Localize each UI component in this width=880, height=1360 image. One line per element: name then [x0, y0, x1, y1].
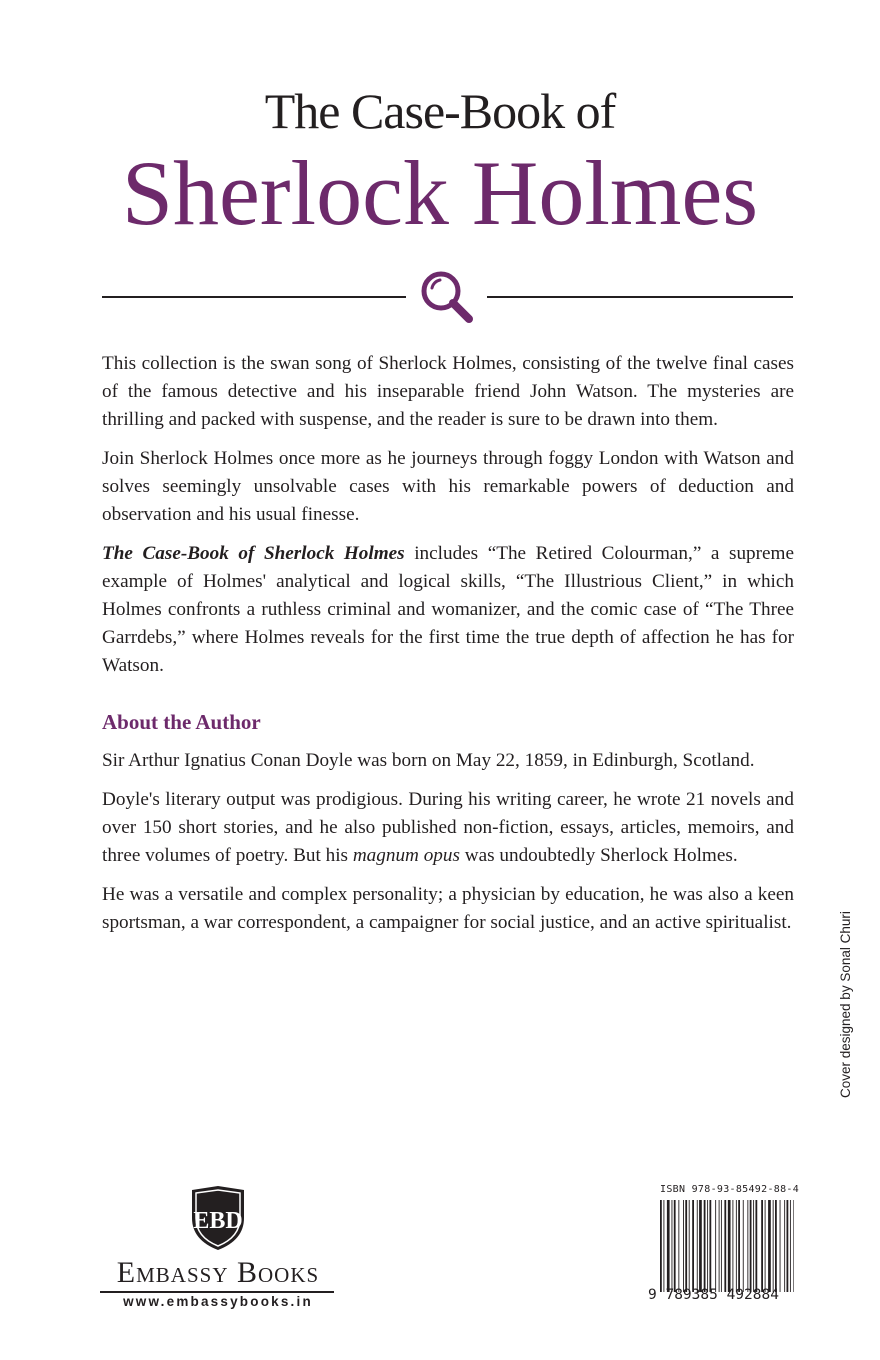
isbn-barcode: [648, 1184, 800, 1310]
description-paragraph-2: Join Sherlock Holmes once more as he journeys through foggy London with Watson and solves seemingly unsolvable cases with his remarkable powers of deduction and observation and his usual finesse.: [102, 448, 794, 525]
barcode-bar: [780, 1200, 781, 1292]
cover-designer-credit: Cover designed by Sonal Churi: [838, 911, 853, 1098]
description-paragraph-3: [102, 540, 794, 680]
barcode-bar: [709, 1200, 711, 1292]
barcode-bar: [683, 1200, 684, 1292]
barcode-bar: [732, 1200, 733, 1292]
barcode-bar: [692, 1200, 694, 1292]
barcode-digits: 9 789385 492884: [648, 1287, 779, 1303]
title-top: The Case-Book of: [264, 83, 616, 139]
barcode-bar: [793, 1200, 794, 1292]
barcode-bar: [715, 1200, 716, 1292]
title-main: Sherlock Holmes: [121, 142, 759, 244]
barcode-bar: [753, 1200, 754, 1292]
barcode-bar: [755, 1200, 757, 1292]
barcode-bar: [773, 1200, 774, 1292]
barcode-bar: [707, 1200, 708, 1292]
book-title-emphasis: The Case-Book of Sherlock Holmes: [102, 543, 405, 564]
barcode-bar: [719, 1200, 720, 1292]
barcode-bar: [747, 1200, 748, 1292]
about-author-heading: About the Author: [102, 710, 261, 734]
magnum-opus-emphasis: magnum opus: [352, 845, 460, 866]
publisher-name: Embassy Books: [116, 1256, 320, 1289]
barcode-bar: [667, 1200, 670, 1292]
barcode-bar: [768, 1200, 771, 1292]
barcode-bar: [775, 1200, 777, 1292]
description-paragraph-1: This collection is the swan song of Sherlock Holmes, consisting of the twelve final cases of the famous detective and his inseparable friend John Watson. The mysteries are thrilling and packed with suspense, and the reader is sure to be drawn into them.: [102, 353, 794, 430]
isbn-label: ISBN 978-93-85492-88-4: [660, 1184, 800, 1195]
barcode-bar: [736, 1200, 737, 1292]
barcode-bar: [689, 1200, 690, 1292]
barcode-bar: [699, 1200, 702, 1292]
barcode-bar: [738, 1200, 740, 1292]
publisher-website: www.embassybooks.in: [123, 1294, 313, 1309]
barcode-bar: [704, 1200, 706, 1292]
publisher-underline: [100, 1291, 334, 1293]
about-paragraph-2-end: was undoubtedly Sherlock Holmes.: [459, 845, 738, 866]
barcode-bar: [750, 1200, 752, 1292]
barcode-bar: [660, 1200, 662, 1292]
barcode-bar: [678, 1200, 679, 1292]
barcode-bar: [724, 1200, 726, 1292]
publisher-logo: [100, 1184, 336, 1310]
barcode-bar: [721, 1200, 722, 1292]
barcode-bar: [761, 1200, 763, 1292]
barcode-bar: [743, 1200, 744, 1292]
back-cover-text: [102, 350, 794, 948]
about-paragraph-2: [102, 786, 794, 870]
barcode-bar: [728, 1200, 731, 1292]
barcode-bar: [663, 1200, 664, 1292]
barcode-bar: [765, 1200, 766, 1292]
barcode-bar: [674, 1200, 676, 1292]
about-paragraph-1: Sir Arthur Ignatius Conan Doyle was born on May 22, 1859, in Edinburgh, Scotland.: [102, 750, 755, 771]
barcode-bar: [697, 1200, 698, 1292]
divider-right: [487, 296, 793, 298]
barcode-bars: [660, 1200, 794, 1292]
barcode-bar: [790, 1200, 791, 1292]
barcode-bar: [787, 1200, 789, 1292]
magnifying-glass-icon: [418, 268, 476, 326]
shield-icon: [188, 1184, 248, 1252]
divider-left: [102, 296, 406, 298]
barcode-bar: [672, 1200, 673, 1292]
shield-letters: EBD: [193, 1208, 243, 1234]
description-paragraph-3-text: includes “The Retired Colourman,” a supreme example of Holmes' analytical and logical skills, “The Illustrious Client,” in which Holmes confronts a ruthless criminal and womanizer, and the comic case of “The Three Garrdebs,” where Holmes reveals for the first time the true depth of affection he has for Watson.: [102, 543, 794, 676]
about-paragraph-3: He was a versatile and complex personality; a physician by education, he was also a keen sportsman, a war correspondent, a campaigner for social justice, and an active spiritualist.: [102, 884, 794, 933]
barcode-bar: [685, 1200, 687, 1292]
barcode-bar: [784, 1200, 785, 1292]
about-paragraph-2-start: Doyle's literary output was prodigious. During his writing career, he wrote 21 novels and over 150 short stories, and he also published non-fiction, essays, articles, memoirs, and three volumes of poetry. But his: [102, 789, 794, 866]
